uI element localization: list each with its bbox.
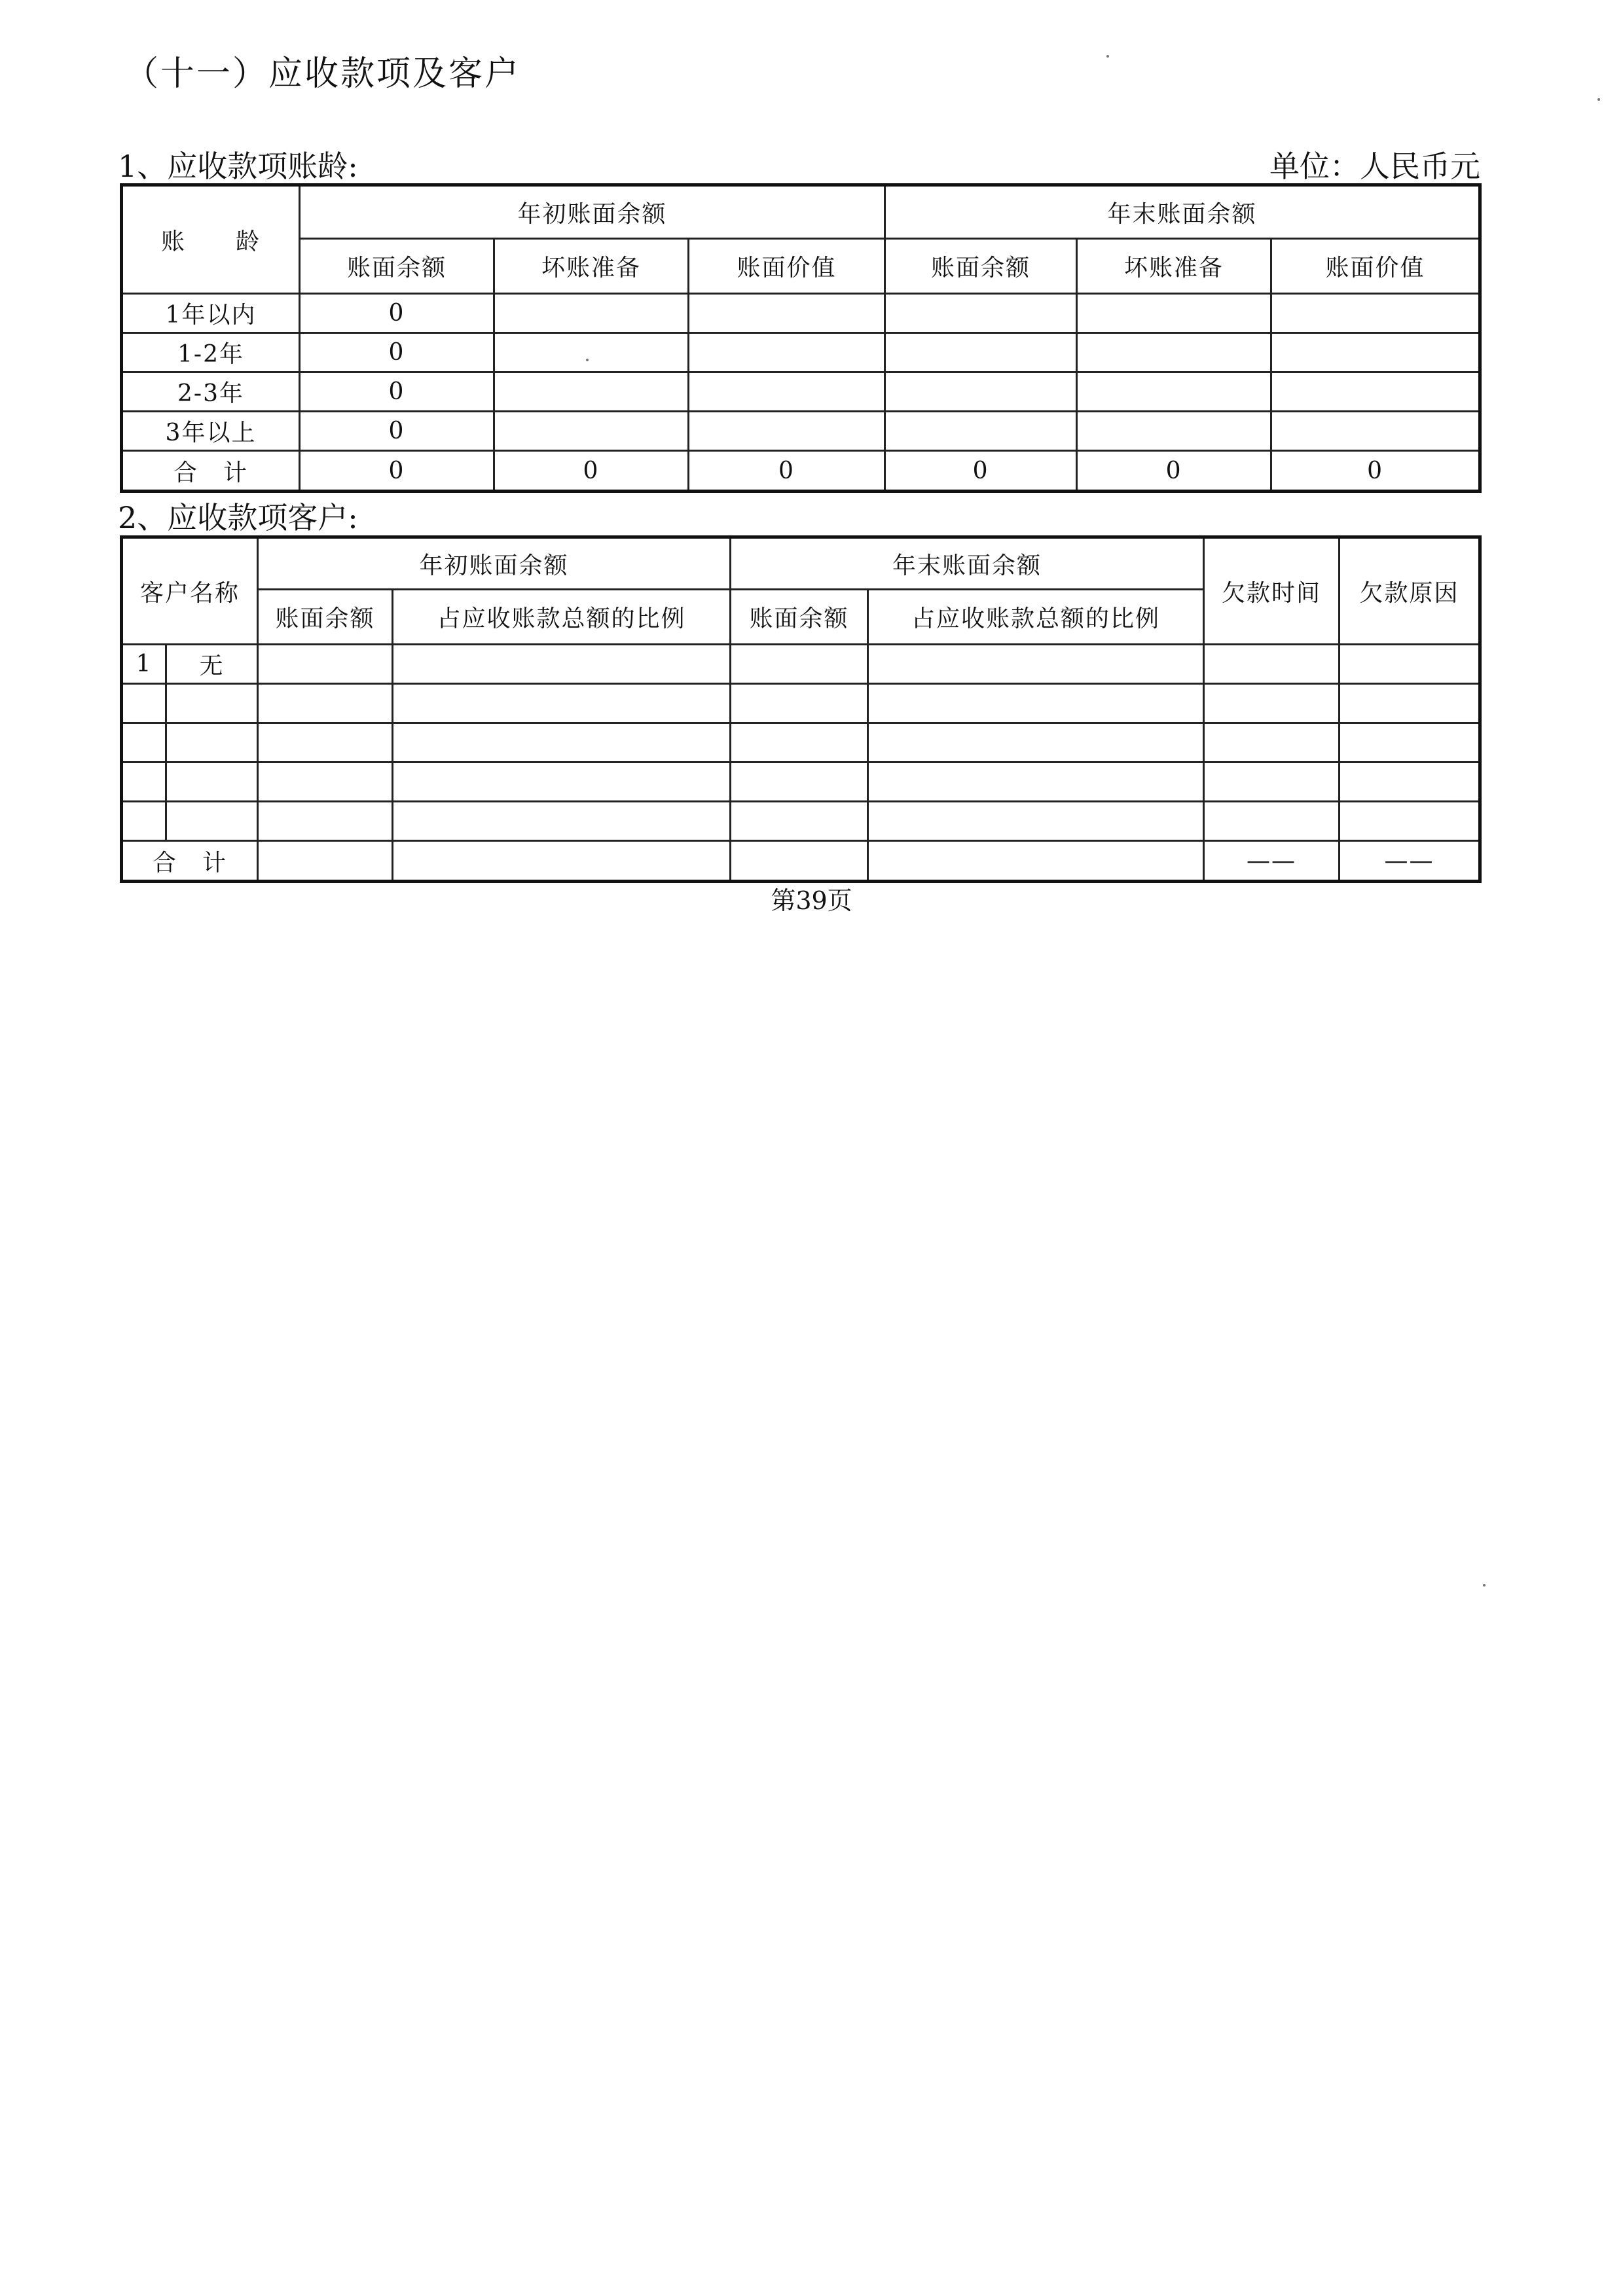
customer-name [166, 762, 258, 802]
table-row [122, 723, 1480, 762]
customer-name: 无 [166, 645, 258, 684]
scan-speck [1483, 1584, 1486, 1587]
end-balance-group-header: 年末账面余额 [731, 537, 1204, 590]
customer-name [166, 723, 258, 762]
table-cell [868, 802, 1204, 841]
receivables-aging-table [120, 183, 1482, 493]
table-cell [393, 802, 731, 841]
column-header: 账面价值 [1271, 239, 1480, 294]
table-cell [885, 294, 1077, 333]
total-row [122, 841, 1480, 882]
table-cell [1077, 372, 1271, 412]
table-cell: 0 [300, 294, 494, 333]
table-cell [1271, 412, 1480, 451]
column-header: 坏账准备 [1077, 239, 1271, 294]
table-cell [868, 762, 1204, 802]
table-cell [885, 412, 1077, 451]
row-number [122, 762, 166, 802]
table-cell: 0 [494, 451, 689, 492]
table-cell: 0 [300, 372, 494, 412]
table-cell [689, 372, 885, 412]
column-header: 账面价值 [689, 239, 885, 294]
customer-name [166, 684, 258, 723]
currency-unit-label: 单位：人民币元 [1269, 149, 1480, 184]
table-row [122, 802, 1480, 841]
table-cell [1271, 294, 1480, 333]
table-cell [393, 841, 731, 882]
table-cell [258, 841, 393, 882]
table-cell [258, 762, 393, 802]
table-cell [393, 645, 731, 684]
table-cell: 0 [1271, 451, 1480, 492]
column-header: 坏账准备 [494, 239, 689, 294]
table-cell [1077, 294, 1271, 333]
table-cell: 0 [1077, 451, 1271, 492]
table-cell [868, 723, 1204, 762]
column-header: 账面余额 [258, 590, 393, 645]
table-cell [1340, 645, 1480, 684]
table-cell [494, 333, 689, 372]
overdue-reason-header: 欠款原因 [1340, 537, 1480, 645]
row-number [122, 684, 166, 723]
table-cell [885, 372, 1077, 412]
table-row [122, 372, 1480, 412]
total-row [122, 451, 1480, 492]
table-cell [731, 762, 868, 802]
scan-speck [1106, 55, 1109, 58]
table-cell [258, 723, 393, 762]
row-label: 1年以内 [122, 294, 300, 333]
table-cell [258, 684, 393, 723]
column-header: 账面余额 [885, 239, 1077, 294]
row-label: 3年以上 [122, 412, 300, 451]
table-cell [885, 333, 1077, 372]
aging-header: 账 龄 [122, 185, 300, 294]
table-cell [731, 723, 868, 762]
aging-table-title: 1、应收款项账龄: [118, 149, 358, 184]
row-label: 1-2年 [122, 333, 300, 372]
total-label: 合 计 [122, 451, 300, 492]
table-cell [1271, 333, 1480, 372]
table-cell [868, 684, 1204, 723]
table-cell [494, 412, 689, 451]
table-cell [1340, 723, 1480, 762]
table-row [122, 684, 1480, 723]
table-row [122, 294, 1480, 333]
table-cell [731, 841, 868, 882]
scan-speck [1597, 98, 1600, 101]
row-number [122, 723, 166, 762]
table-cell: —— [1204, 841, 1340, 882]
table-row [122, 333, 1480, 372]
table-cell [393, 723, 731, 762]
total-label: 合 计 [122, 841, 258, 882]
scan-speck [586, 359, 589, 361]
table-cell [731, 802, 868, 841]
row-number [122, 802, 166, 841]
table-cell: 0 [300, 451, 494, 492]
table-cell [868, 841, 1204, 882]
table-cell [258, 645, 393, 684]
table-cell [1077, 412, 1271, 451]
begin-balance-group-header: 年初账面余额 [258, 537, 731, 590]
table-cell [868, 645, 1204, 684]
section-title: （十一）应收款项及客户 [124, 54, 521, 94]
table-cell [1340, 762, 1480, 802]
begin-balance-group-header: 年初账面余额 [300, 185, 885, 239]
column-header: 占应收账款总额的比例 [393, 590, 731, 645]
customer-table-title: 2、应收款项客户: [118, 500, 358, 535]
table-cell [689, 333, 885, 372]
row-label: 2-3年 [122, 372, 300, 412]
table-cell [494, 372, 689, 412]
column-header: 账面余额 [731, 590, 868, 645]
customer-name-header: 客户名称 [122, 537, 258, 645]
table-cell [689, 294, 885, 333]
customer-name [166, 802, 258, 841]
page-number: 第39页 [771, 886, 852, 915]
table-cell: 0 [689, 451, 885, 492]
table-cell: —— [1340, 841, 1480, 882]
table-cell [1204, 684, 1340, 723]
table-cell [731, 645, 868, 684]
table-cell [1204, 802, 1340, 841]
table-cell [393, 762, 731, 802]
row-number: 1 [122, 645, 166, 684]
table-cell [494, 294, 689, 333]
table-row [122, 762, 1480, 802]
table-cell: 0 [885, 451, 1077, 492]
end-balance-group-header: 年末账面余额 [885, 185, 1480, 239]
receivables-customer-table [120, 535, 1482, 883]
table-cell: 0 [300, 333, 494, 372]
table-row [122, 412, 1480, 451]
table-cell [258, 802, 393, 841]
column-header: 账面余额 [300, 239, 494, 294]
column-header: 占应收账款总额的比例 [868, 590, 1204, 645]
table-cell [1204, 762, 1340, 802]
table-cell [1271, 372, 1480, 412]
table-cell [731, 684, 868, 723]
table-cell [1077, 333, 1271, 372]
table-cell [1340, 684, 1480, 723]
table-cell [689, 412, 885, 451]
table-cell [1340, 802, 1480, 841]
table-cell [1204, 723, 1340, 762]
table-row [122, 645, 1480, 684]
table-cell: 0 [300, 412, 494, 451]
table-cell [393, 684, 731, 723]
overdue-time-header: 欠款时间 [1204, 537, 1340, 645]
table-cell [1204, 645, 1340, 684]
